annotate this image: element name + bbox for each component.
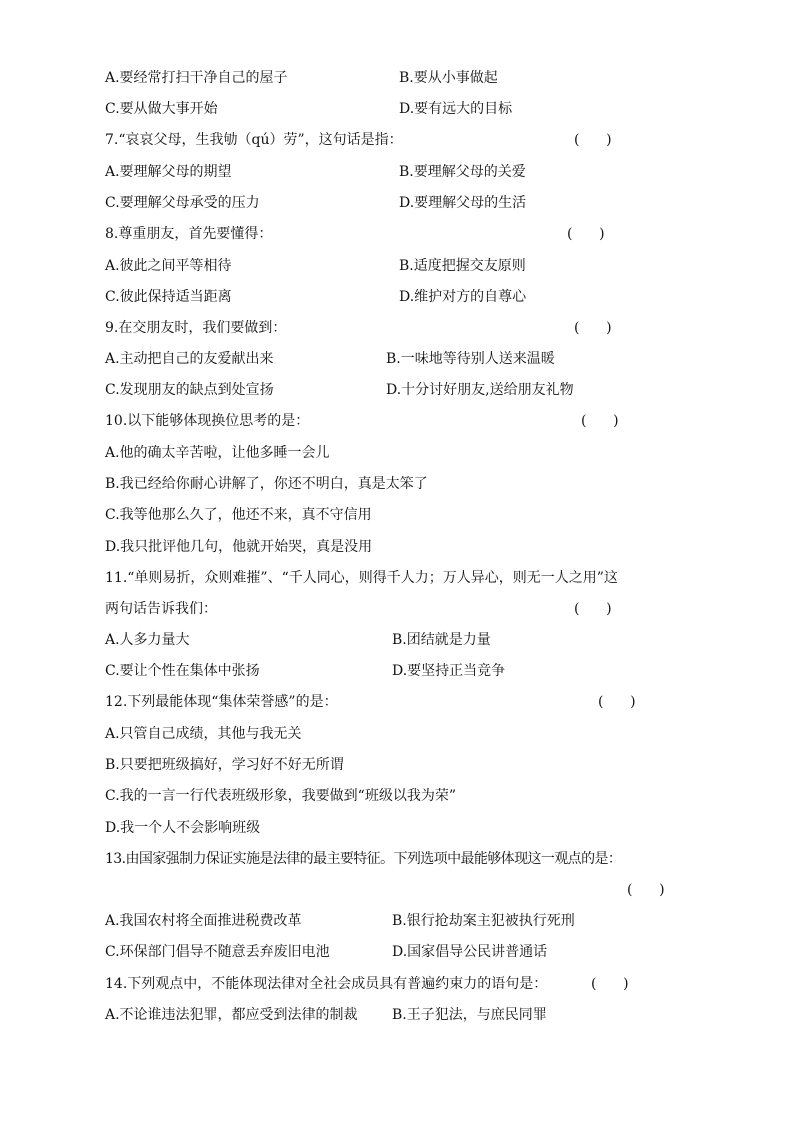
q10-answer-bracket: ( ) — [581, 413, 619, 429]
q7-option-d: D.要理解父母的生活 — [399, 195, 527, 211]
q12-option-a: A.只管自己成绩，其他与我无关 — [105, 726, 302, 742]
q13-option-b: B.银行抢劫案主犯被执行死刑 — [392, 913, 575, 929]
q7-option-c: C.要理解父母承受的压力 — [105, 195, 260, 211]
q10-option-d: D.我只批评他几句，他就开始哭，真是没用 — [105, 539, 373, 555]
q11-stem-line2: 两句话告诉我们： — [105, 601, 217, 617]
q12-option-b: B.只要把班级搞好，学习好不好无所谓 — [105, 757, 344, 773]
q9-stem: 9.在交朋友时，我们要做到： — [105, 320, 287, 336]
q7-answer-bracket: ( ) — [574, 132, 612, 148]
q9-option-b: B.一味地等待别人送来温暖 — [386, 351, 555, 367]
q11-option-c: C.要让个性在集体中张扬 — [105, 663, 260, 679]
q7-option-b: B.要理解父母的关爱 — [399, 164, 526, 180]
q13-option-c: C.环保部门倡导不随意丢弃废旧电池 — [105, 944, 330, 960]
q11-answer-bracket: ( ) — [574, 601, 612, 617]
q11-stem-line1: 11.“单则易折，众则难摧”、“千人同心，则得千人力；万人异心，则无一人之用”这 — [105, 570, 618, 586]
q14-stem: 14.下列观点中，不能体现法律对全社会成员具有普遍约束力的语句是： — [105, 976, 548, 992]
q8-option-a: A.彼此之间平等相待 — [105, 258, 232, 274]
q9-option-c: C.发现朋友的缺点到处宣扬 — [105, 382, 274, 398]
q14-option-a: A.不论谁违法犯罪，都应受到法律的制裁 — [105, 1007, 358, 1023]
q8-option-b: B.适度把握交友原则 — [399, 258, 526, 274]
q13-option-a: A.我国农村将全面推进税费改革 — [105, 913, 302, 929]
q8-option-d: D.维护对方的自尊心 — [399, 289, 527, 305]
q10-option-a: A.他的确太辛苦啦，让他多睡一会儿 — [105, 445, 330, 461]
q9-answer-bracket: ( ) — [574, 320, 612, 336]
q11-option-b: B.团结就是力量 — [392, 632, 491, 648]
q7-option-a: A.要理解父母的期望 — [105, 164, 232, 180]
q12-stem: 12.下列最能体现“集体荣誉感”的是： — [105, 694, 338, 710]
q12-option-d: D.我一个人不会影响班级 — [105, 820, 261, 836]
q9-option-d: D.十分讨好朋友,送给朋友礼物 — [386, 382, 574, 398]
q12-option-c: C.我的一言一行代表班级形象，我要做到“班级以我为荣” — [105, 788, 456, 804]
q6-option-a: A.要经常打扫干净自己的屋子 — [105, 70, 288, 86]
q10-option-c: C.我等他那么久了，他还不来，真不守信用 — [105, 507, 372, 523]
q14-answer-bracket: ( ) — [591, 976, 629, 992]
q8-option-c: C.彼此保持适当距离 — [105, 289, 232, 305]
q14-option-b: B.王子犯法，与庶民同罪 — [392, 1007, 547, 1023]
q6-option-d: D.要有远大的目标 — [399, 101, 513, 117]
q11-option-d: D.要坚持正当竞争 — [392, 663, 506, 679]
q10-stem: 10.以下能够体现换位思考的是： — [105, 413, 310, 429]
q6-option-c: C.要从做大事开始 — [105, 101, 218, 117]
q8-stem: 8.尊重朋友，首先要懂得： — [105, 226, 273, 242]
q13-answer-bracket: ( ) — [627, 882, 665, 898]
q6-option-b: B.要从小事做起 — [399, 70, 498, 86]
q8-answer-bracket: ( ) — [567, 226, 605, 242]
q9-option-a: A.主动把自己的友爱献出来 — [105, 351, 274, 367]
q12-answer-bracket: ( ) — [598, 694, 636, 710]
q11-option-a: A.人多力量大 — [105, 632, 190, 648]
q10-option-b: B.我已经给你耐心讲解了，你还不明白，真是太笨了 — [105, 476, 428, 492]
q7-stem: 7.“哀哀父母，生我劬（qú）劳”，这句话是指： — [105, 132, 403, 148]
q13-option-d: D.国家倡导公民讲普通话 — [392, 944, 548, 960]
q13-stem: 13.由国家强制力保证实施是法律的最主要特征。下列选项中最能够体现这一观点的是： — [105, 851, 622, 867]
